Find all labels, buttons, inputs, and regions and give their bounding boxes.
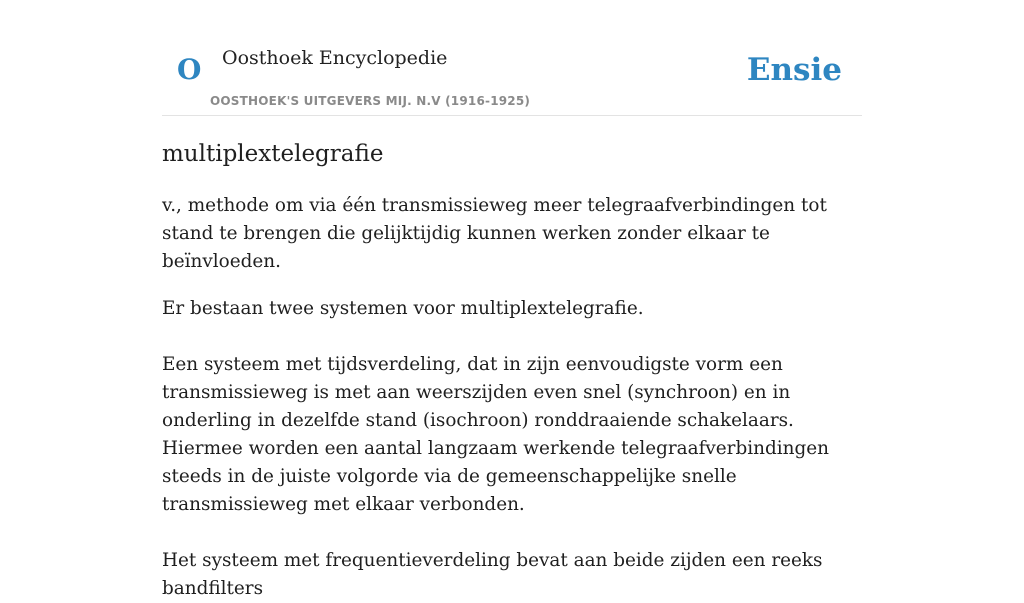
book-title[interactable]: Oosthoek Encyclopedie <box>222 47 448 69</box>
header <box>162 0 862 116</box>
article-paragraph: Een systeem met tijdsverdeling, dat in zijn eenvoudigste vorm een transmissieweg is met aan weerszijden even snel (synchroon) en in onderling in dezelfde stand (isochroon) ronddraaiende schakelaars. Hiermee worden een aantal langzaam werkende telegraafverbindingen steeds in de juiste volgorde via de gemeenschappelijke snelle transmissieweg met elkaar verbonden. <box>162 354 829 515</box>
article-paragraph: v., methode om via één transmissieweg meer telegraafverbindingen tot stand te brengen die gelijktijdig kunnen werken zonder elkaar te beïnvloeden. <box>162 195 827 272</box>
site-logo[interactable]: Ensie <box>746 52 842 88</box>
article-paragraph: Er bestaan twee systemen voor multiplextelegrafie. <box>162 298 644 319</box>
article-paragraph: Het systeem met frequentieverdeling bevat aan beide zijden een reeks bandfilters <box>162 550 823 599</box>
article-body <box>162 192 862 603</box>
article-title: multiplextelegrafie <box>162 141 384 167</box>
page <box>162 0 862 599</box>
book-logo[interactable]: O <box>177 53 202 86</box>
publisher-label: OOSTHOEK'S UITGEVERS MIJ. N.V (1916-1925) <box>210 94 531 108</box>
